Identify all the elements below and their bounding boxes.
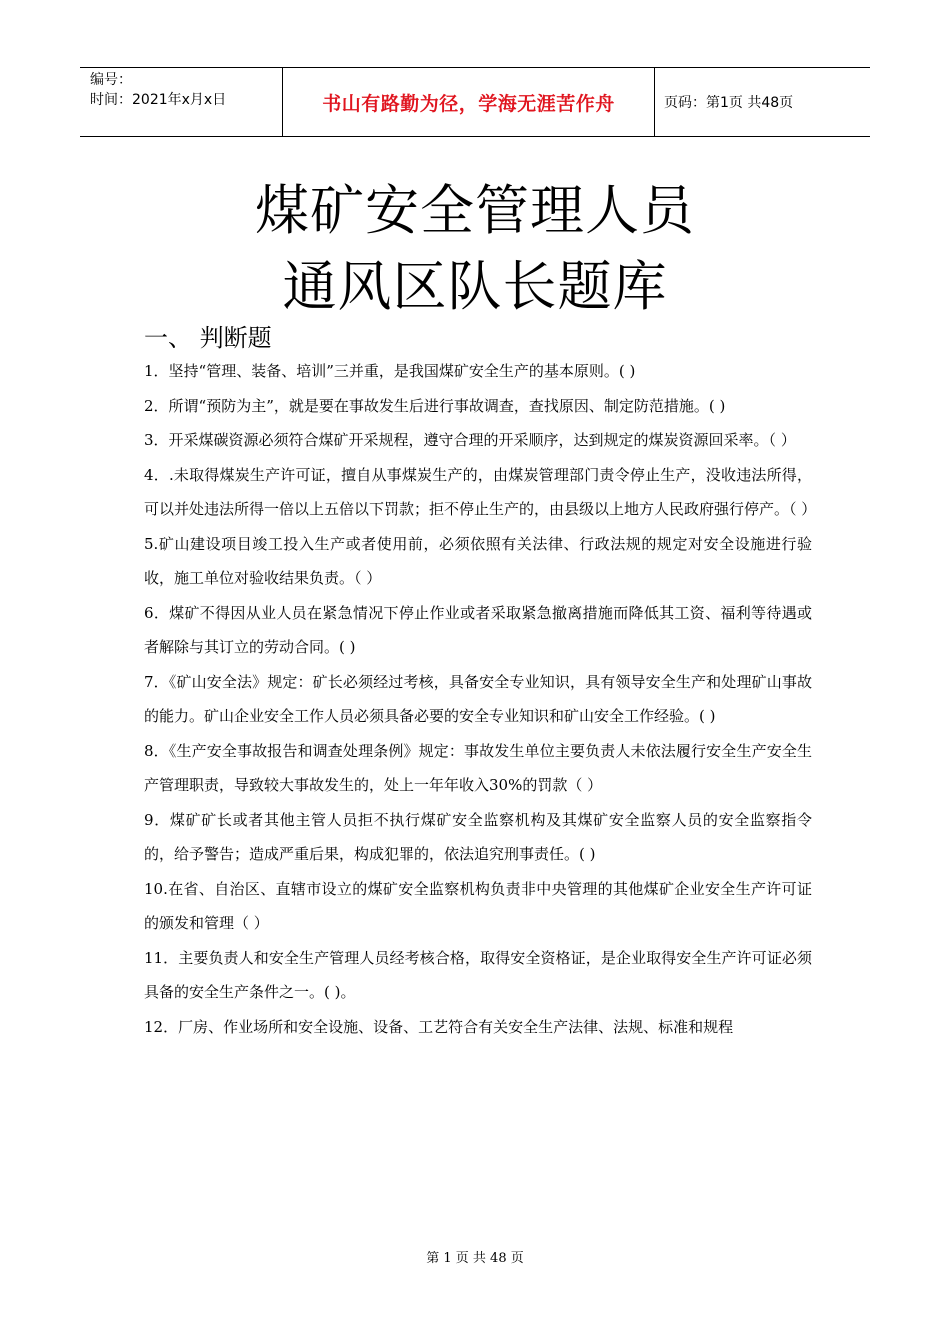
question-item: 6．煤矿不得因从业人员在紧急情况下停止作业或者采取紧急撤离措施而降低其工资、福利等待遇或者解除与其订立的劳动合同。( ) bbox=[144, 603, 812, 656]
question-item: 12．厂房、作业场所和安全设施、设备、工艺符合有关安全生产法律、法规、标准和规程 bbox=[144, 1017, 734, 1036]
question-item: 5.矿山建设项目竣工投入生产或者使用前，必须依照有关法律、行政法规的规定对安全设施进行验收，施工单位对验收结果负责。（ ） bbox=[144, 534, 812, 587]
header-left-cell bbox=[80, 68, 282, 136]
question-item: 1．坚持“管理、装备、培训”三并重，是我国煤矿安全生产的基本原则。( ) bbox=[144, 362, 636, 380]
question-item: 7．《矿山安全法》规定：矿长必须经过考核，具备安全专业知识，具有领导安全生产和处理矿山事故的能力。矿山企业安全工作人员必须具备必要的安全专业知识和矿山安全工作经验。( ) bbox=[144, 672, 812, 725]
header-page-info: 页码：第1页 共48页 bbox=[664, 95, 794, 111]
question-item: 8．《生产安全事故报告和调查处理条例》规定：事故发生单位主要负责人未依法履行安全生产安全生产管理职责，导致较大事故发生的，处上一年年收入30%的罚款（ ） bbox=[144, 741, 812, 794]
section-heading: 一、 判断题 bbox=[144, 324, 272, 352]
question-item: 9．煤矿矿长或者其他主管人员拒不执行煤矿安全监察机构及其煤矿安全监察人员的安全监察指令的，给予警告；造成严重后果，构成犯罪的，依法追究刑事责任。( ) bbox=[144, 810, 812, 863]
document-title-line-2: 通风区队长题库 bbox=[282, 255, 668, 318]
question-item: 10.在省、自治区、直辖市设立的煤矿安全监察机构负责非中央管理的其他煤矿企业安全生产许可证的颁发和管理（ ） bbox=[144, 879, 812, 932]
document-title-line-1: 煤矿安全管理人员 bbox=[255, 179, 695, 242]
page-footer: 第 1 页 共 48 页 bbox=[426, 1251, 524, 1266]
document-time-label: 时间：2021年x月x日 bbox=[90, 92, 227, 108]
question-list bbox=[144, 354, 817, 1044]
document-header bbox=[80, 67, 870, 137]
question-item: 11．主要负责人和安全生产管理人员经考核合格，取得安全资格证，是企业取得安全生产许可证必须具备的安全生产条件之一。( )。 bbox=[144, 948, 812, 1001]
question-item: 2．所谓“预防为主”，就是要在事故发生后进行事故调查，查找原因、制定防范措施。( ) bbox=[144, 396, 726, 415]
question-item: 3．开采煤碳资源必须符合煤矿开采规程，遵守合理的开采顺序，达到规定的煤炭资源回采率。（ ） bbox=[144, 431, 796, 449]
header-motto-cell bbox=[282, 68, 655, 136]
question-item: 4．.未取得煤炭生产许可证，擅自从事煤炭生产的，由煤炭管理部门责令停止生产，没收违法所得，可以并处违法所得一倍以上五倍以下罚款；拒不停止生产的，由县级以上地方人民政府强行停产。（ ） bbox=[144, 465, 817, 518]
document-number-label: 编号： bbox=[90, 72, 132, 88]
header-page-info-cell bbox=[655, 68, 870, 136]
header-motto: 书山有路勤为径，学海无涯苦作舟 bbox=[322, 92, 615, 115]
